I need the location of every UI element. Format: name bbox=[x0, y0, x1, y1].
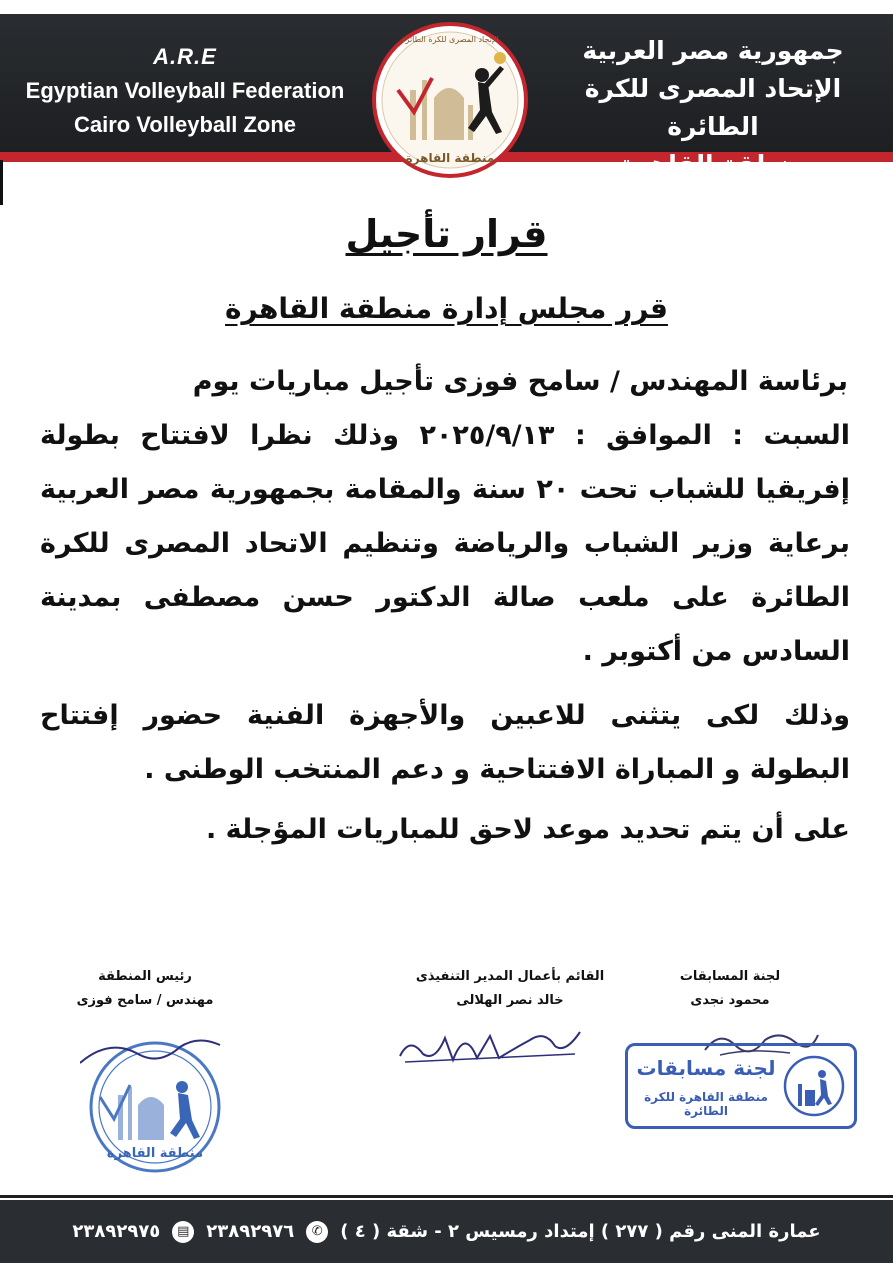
decision-paragraph-4: على أن يتم تحديد موعد لاحق للمباريات المؤجلة . bbox=[205, 814, 850, 845]
arabic-line-federation: الإتحاد المصرى للكرة الطائرة bbox=[584, 74, 842, 141]
arabic-line-country: جمهورية مصر العربية bbox=[582, 36, 844, 65]
english-line-federation: Egyptian Volleyball Federation bbox=[25, 78, 345, 103]
executive-signature-icon bbox=[395, 1018, 585, 1068]
letterhead-edge bbox=[0, 160, 3, 205]
decision-paragraph-2: السبت : الموافق : ٢٠٢٥/٩/١٣ وذلك نظرا لافتتاح بطولة إفريقيا للشباب تحت ٢٠ سنة والمقامة بجمهورية مصر العربية برعاية وزير الشباب والرياضة وتنظيم الاتحاد المصرى للكرة الطائرة على ملعب صالة الدكتور حسن مصطفى بمدينة السادس من أكتوبر . bbox=[40, 420, 851, 667]
president-name: مهندس / سامح فوزى bbox=[76, 993, 214, 1008]
decision-paragraph-1: برئاسة المهندس / سامح فوزى تأجيل مباريات يوم bbox=[192, 366, 848, 397]
footer-fax: ٢٣٨٩٢٩٧٥ bbox=[72, 1221, 161, 1242]
logo-caption: منطقة القاهرة bbox=[405, 151, 495, 165]
english-line-zone: Cairo Volleyball Zone bbox=[73, 112, 297, 137]
federation-logo bbox=[370, 20, 530, 180]
letterhead-footer bbox=[0, 1200, 893, 1263]
round-stamp-caption: منطقة القاهرة bbox=[106, 1146, 204, 1161]
arabic-line-zone: منطقة القاهرة bbox=[620, 150, 806, 179]
footer-contact bbox=[0, 1200, 893, 1263]
stamp-subtitle: منطقة القاهرة للكرة الطائرة bbox=[644, 1090, 768, 1118]
stamp-logo-icon bbox=[782, 1054, 846, 1118]
decision-paragraph-3: وذلك لكى يتثنى للاعبين والأجهزة الفنية حضور إفتتاح البطولة و المباراة الافتتاحية و دعم المنتخب الوطنى . bbox=[40, 700, 850, 785]
competitions-title: لجنة المسابقات bbox=[679, 969, 781, 984]
footer-phone: ٢٣٨٩٢٩٧٦ bbox=[206, 1221, 295, 1242]
letterhead-english bbox=[20, 40, 350, 142]
stamp-title: لجنة مسابقات bbox=[636, 1056, 776, 1080]
president-round-stamp-icon bbox=[80, 1025, 225, 1185]
executive-name: خالد نصر الهلالى bbox=[456, 993, 564, 1008]
footer-address: عمارة المنى رقم ( ٢٧٧ ) إمتداد رمسيس ٢ - شقة ( ٤ ) bbox=[340, 1221, 821, 1242]
logo-ring-text: الإتحاد المصرى للكرة الطائرة bbox=[401, 35, 499, 44]
volleyball-player-logo-icon bbox=[370, 20, 530, 180]
signature-executive bbox=[390, 965, 630, 1013]
english-line-country: A.R.E bbox=[153, 44, 217, 69]
competitions-stamp bbox=[625, 1043, 857, 1129]
signature-president bbox=[30, 965, 260, 1013]
signature-competitions bbox=[610, 965, 850, 1013]
executive-title: القائم بأعمال المدير التنفيذى bbox=[415, 969, 605, 984]
phone-icon: ✆ bbox=[306, 1221, 328, 1243]
letterhead-arabic bbox=[553, 32, 873, 184]
fax-icon: ▤ bbox=[172, 1221, 194, 1243]
footer-divider bbox=[0, 1195, 893, 1198]
competitions-name: محمود نجدى bbox=[690, 993, 770, 1008]
document-subtitle: قرر مجلس إدارة منطقة القاهرة bbox=[225, 292, 668, 325]
letterhead bbox=[0, 0, 893, 205]
document-title: قرار تأجيل bbox=[345, 212, 548, 256]
president-title: رئيس المنطقة bbox=[98, 969, 192, 984]
